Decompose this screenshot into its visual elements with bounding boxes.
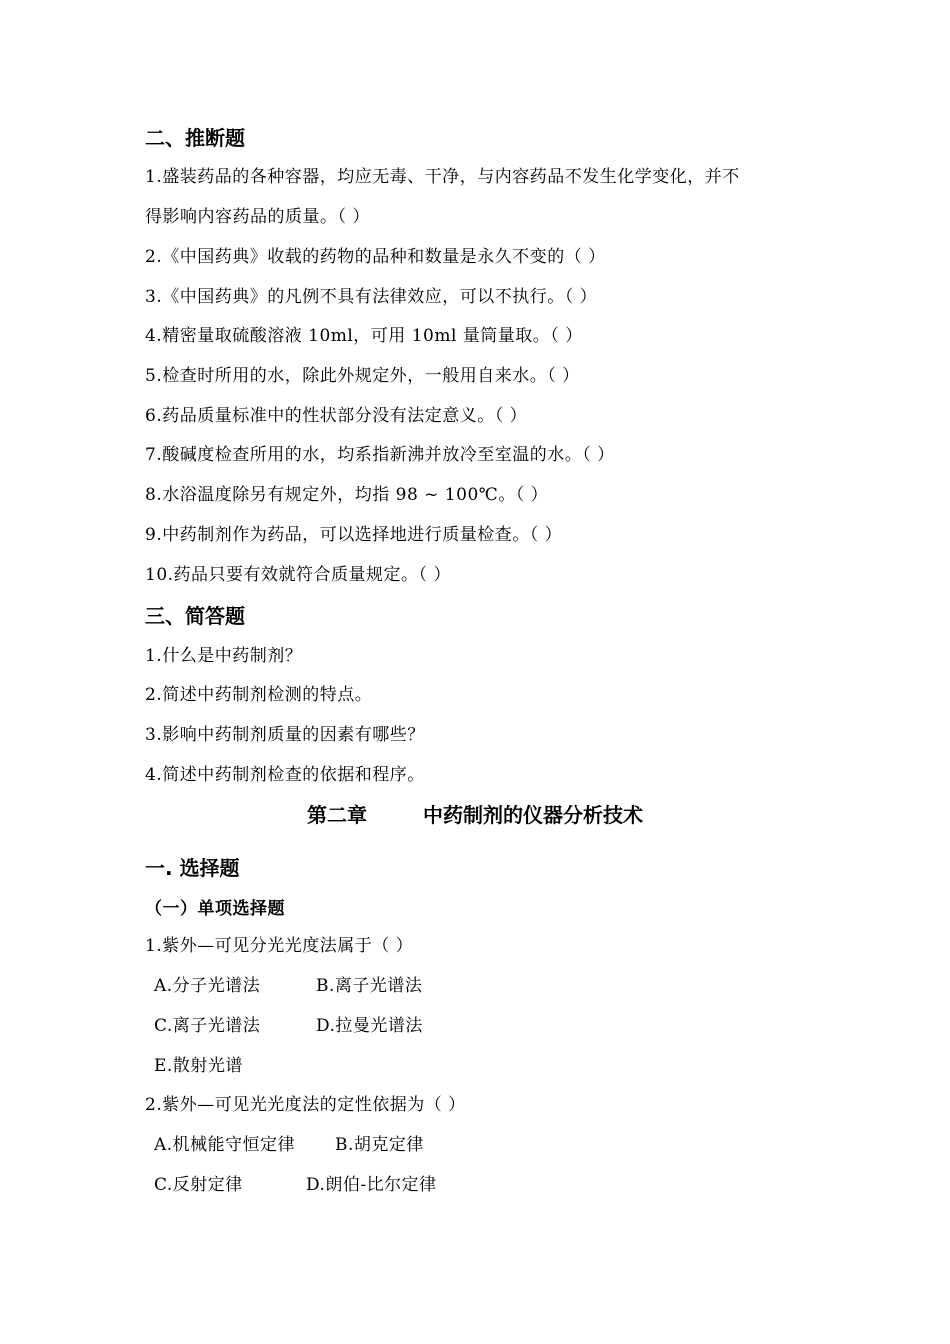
judgment-item-5: 5.检查时所用的水，除此外规定外，一般用自来水。（ ） — [145, 366, 580, 386]
judgment-item-3: 3.《中国药典》的凡例不具有法律效应，可以不执行。（ ） — [145, 287, 598, 307]
question-1-stem: 1.紫外—可见分光光度法属于（ ） — [145, 936, 414, 956]
short-answer-item-1: 1.什么是中药制剂？ — [145, 646, 303, 666]
short-answer-item-3: 3.影响中药制剂质量的因素有哪些？ — [145, 725, 425, 745]
chapter-number: 第二章 — [307, 803, 367, 827]
question-1-option-e: E.散射光谱 — [154, 1056, 243, 1076]
question-2-option-b: B.胡克定律 — [335, 1135, 424, 1155]
question-2-option-c: C.反射定律 — [154, 1175, 243, 1195]
question-2-option-a: A.机械能守恒定律 — [154, 1135, 296, 1155]
judgment-item-4: 4.精密量取硫酸溶液 10ml，可用 10ml 量筒量取。（ ） — [145, 326, 583, 346]
judgment-item-6: 6.药品质量标准中的性状部分没有法定意义。（ ） — [145, 406, 528, 426]
judgment-item-9: 9.中药制剂作为药品，可以选择地进行质量检查。（ ） — [145, 525, 563, 545]
chapter-title — [0, 802, 950, 828]
question-1-option-d: D.拉曼光谱法 — [316, 1016, 423, 1036]
judgment-item-1b: 得影响内容药品的质量。（ ） — [145, 207, 370, 227]
judgment-item-1a: 1.盛装药品的各种容器，均应无毒、干净，与内容药品不发生化学变化，并不 — [145, 167, 740, 187]
short-answer-item-4: 4.简述中药制剂检查的依据和程序。 — [145, 765, 425, 785]
section-heading-judgment: 二、推断题 — [145, 126, 245, 150]
short-answer-item-2: 2.简述中药制剂检测的特点。 — [145, 685, 373, 705]
question-2-option-d: D.朗伯-比尔定律 — [306, 1175, 437, 1195]
judgment-item-7: 7.酸碱度检查所用的水，均系指新沸并放冷至室温的水。（ ） — [145, 445, 615, 465]
subheading-single-choice: （一）单项选择题 — [145, 899, 285, 919]
question-1-option-c: C.离子光谱法 — [154, 1016, 261, 1036]
judgment-item-2: 2.《中国药典》收载的药物的品种和数量是永久不变的（ ） — [145, 247, 606, 267]
question-1-option-b: B.离子光谱法 — [316, 976, 423, 996]
judgment-item-10: 10.药品只要有效就符合质量规定。（ ） — [145, 565, 451, 585]
question-2-stem: 2.紫外—可见光光度法的定性依据为（ ） — [145, 1095, 466, 1115]
judgment-item-8: 8.水浴温度除另有规定外，均指 98 ~ 100℃。（ ） — [145, 485, 549, 505]
chapter-name: 中药制剂的仪器分析技术 — [423, 803, 643, 827]
question-1-option-a: A.分子光谱法 — [154, 976, 261, 996]
section-heading-short-answer: 三、简答题 — [145, 604, 245, 628]
section-heading-choice: 一. 选择题 — [145, 856, 240, 880]
